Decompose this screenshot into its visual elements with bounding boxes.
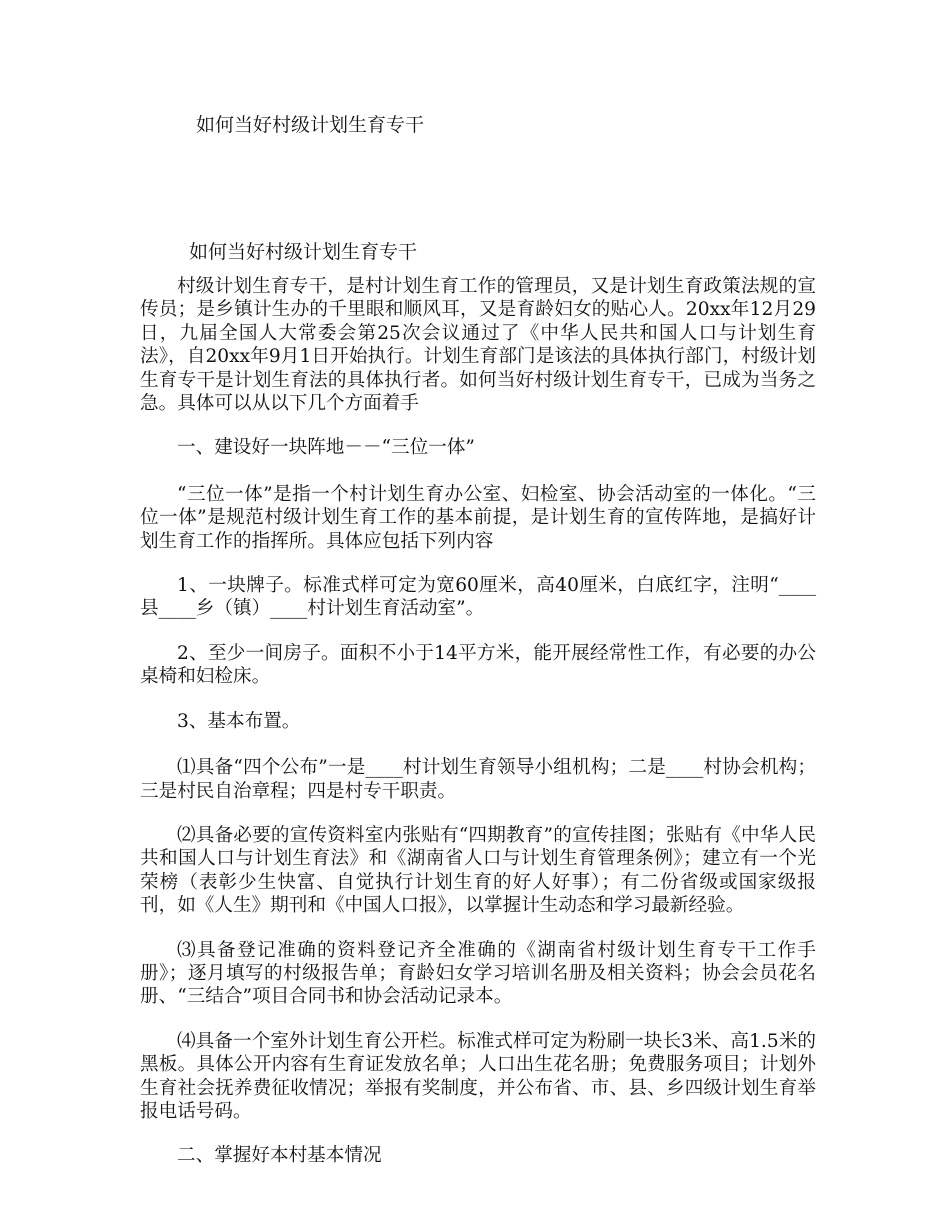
paragraph-subitem-3: ⑶具备登记准确的资料登记齐全准确的《湖南省村级计划生育专干工作手册》；逐月填写的村级报告单；育龄妇女学习培训名册及相关资料；协会会员花名册、“三结合”项目合同书和协会活动记录本。	[140, 939, 816, 1008]
section-heading-1: 一、建设好一块阵地－－“三位一体”	[177, 437, 475, 459]
paragraph-subitem-1: ⑴具备“四个公布”一是____村计划生育领导小组机构；二是____村协会机构；三是村民自治章程；四是村专干职责。	[140, 757, 816, 802]
paragraph-subitem-4: ⑷具备一个室外计划生育公开栏。标准式样可定为粉刷一块长3米、高1.5米的黑板。具体公开内容有生育证发放名单；人口出生花名册；免费服务项目；计划外生育社会抚养费征收情况；举报有奖制度，并公布省、市、县、乡四级计划生育举报电话号码。	[140, 1030, 816, 1122]
paragraph-subitem-2: ⑵具备必要的宣传资料室内张贴有“四期教育”的宣传挂图；张贴有《中华人民共和国人口与计划生育法》和《湖南省人口与计划生育管理条例》；建立有一个光荣榜（表彰少生快富、自觉执行计划生育的好人好事）；有二份省级或国家级报刊，如《人生》期刊和《中国人口报》，以掌握计生动态和学习最新经验。	[140, 824, 816, 917]
document-title: 如何当好村级计划生育专干	[189, 241, 418, 263]
document-body	[140, 240, 816, 1191]
paragraph-three-in-one: “三位一体”是指一个村计划生育办公室、妇检室、协会活动室的一体化。“三位一体”是规范村级计划生育工作的基本前提，是计划生育的宣传阵地，是搞好计划生育工作的指挥所。具体应包括下列内容	[140, 483, 816, 552]
paragraph-intro: 村级计划生育专干，是村计划生育工作的管理员，又是计划生育政策法规的宣传员；是乡镇计生办的千里眼和顺风耳，又是育龄妇女的贴心人。20xx年12月29日，九届全国人大常委会第25次会议通过了《中华人民共和国人口与计划生育法》，自20xx年9月1日开始执行。计划生育部门是该法的具体执行部门，村级计划生育专干是计划生育法的具体执行者。如何当好村级计划生育专干，已成为当务之急。具体可以从以下几个方面着手	[140, 276, 816, 415]
document-top-title: 如何当好村级计划生育专干	[196, 114, 425, 136]
paragraph-item-1: 1、一块牌子。标准式样可定为宽60厘米，高40厘米，白底红字，注明“____县____乡（镇）____村计划生育活动室”。	[140, 575, 816, 620]
paragraph-item-2: 2、至少一间房子。面积不小于14平方米，能开展经常性工作，有必要的办公桌椅和妇检床。	[140, 642, 816, 688]
paragraph-item-3: 3、基本布置。	[177, 710, 301, 732]
section-heading-2: 二、掌握好本村基本情况	[177, 1145, 382, 1167]
